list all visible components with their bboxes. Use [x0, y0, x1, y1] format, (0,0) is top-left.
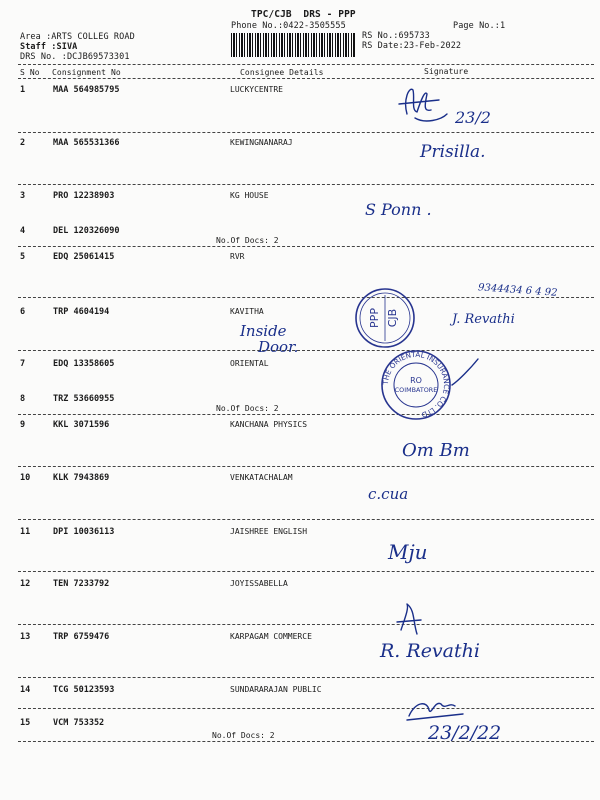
row-consignment: VCM 753352 [53, 718, 105, 728]
row-consignment: TRP 4604194 [53, 307, 110, 317]
signature-row-7 [448, 355, 484, 391]
page-number: Page No.:1 [453, 21, 506, 31]
handwritten-date-row-15: 23/2/22 [428, 722, 502, 744]
area-label: Area :ARTS COLLEG ROAD [20, 32, 135, 42]
row-consignee: KG HOUSE [230, 191, 269, 200]
row-consignment: EDQ 25061415 [53, 252, 115, 262]
table-row [0, 226, 600, 240]
stamp-ppp-text: PPP [368, 308, 381, 328]
handwritten-note-door: Door. [258, 338, 299, 356]
row-consignee: ORIENTAL [230, 359, 269, 368]
rs-number: RS No.:695733 [362, 31, 430, 41]
stamp-ro-text: RO [410, 376, 422, 385]
docs-count-note: No.Of Docs: 2 [212, 731, 275, 740]
handwritten-row-2: Prisilla. [420, 142, 486, 162]
row-divider [18, 677, 594, 678]
drs-number: DRS No. :DCJB69573301 [20, 52, 130, 62]
row-consignment: TCG 50123593 [53, 685, 115, 695]
phone-number: Phone No.:0422-3505555 [231, 21, 346, 31]
signature-row-12 [395, 600, 425, 640]
handwritten-row-9: Om Bm [402, 440, 470, 461]
column-consignee: Consignee Details [240, 68, 324, 77]
row-consignee: LUCKYCENTRE [230, 85, 283, 94]
rs-date: RS Date:23-Feb-2022 [362, 41, 462, 51]
row-sno: 14 [20, 685, 31, 695]
docs-count-note: No.Of Docs: 2 [216, 404, 279, 413]
row-consignment: TRZ 53660955 [53, 394, 115, 404]
row-consignee: KAVITHA [230, 307, 264, 316]
row-consignee: JOYISSABELLA [230, 579, 288, 588]
row-sno: 13 [20, 632, 31, 642]
handwritten-date-row-1: 23/2 [455, 108, 491, 127]
staff-label: Staff :SIVA [20, 42, 78, 52]
row-divider [18, 519, 594, 520]
row-sno: 9 [20, 420, 26, 430]
header-divider [18, 64, 594, 65]
column-consignment: Consignment No [52, 68, 121, 77]
table-row [0, 191, 600, 205]
document-title: TPC/CJB DRS - PPP [251, 9, 356, 20]
row-divider [18, 350, 594, 351]
row-sno: 5 [20, 252, 26, 262]
table-row [0, 632, 600, 646]
row-sno: 4 [20, 226, 26, 236]
row-sno: 12 [20, 579, 31, 589]
row-sno: 8 [20, 394, 26, 404]
handwritten-phone-row-6: 9344434 6 4 92 [477, 282, 558, 299]
row-consignment: TRP 6759476 [53, 632, 110, 642]
row-consignment: DEL 120326090 [53, 226, 120, 236]
row-consignee: JAISHREE ENGLISH [230, 527, 308, 536]
row-consignment: EDQ 13358605 [53, 359, 115, 369]
row-divider [18, 741, 594, 742]
table-row [0, 685, 600, 699]
row-sno: 10 [20, 473, 31, 483]
handwritten-note-inside: Inside [240, 322, 287, 340]
table-row [0, 527, 600, 541]
row-sno: 7 [20, 359, 26, 369]
row-consignee: SUNDARARAJAN PUBLIC [230, 685, 322, 694]
row-sno: 1 [20, 85, 26, 95]
table-row [0, 394, 600, 408]
docs-count-note: No.Of Docs: 2 [216, 236, 279, 245]
stamp-insurance-ring: THE ORIENTAL INSURANCE CO. LTD [380, 349, 452, 420]
table-row [0, 420, 600, 434]
table-row [0, 359, 600, 373]
table-row [0, 579, 600, 593]
row-consignment: TEN 7233792 [53, 579, 110, 589]
row-consignment: KKL 3071596 [53, 420, 110, 430]
row-divider [18, 708, 594, 709]
row-consignee: KANCHANA PHYSICS [230, 420, 308, 429]
row-consignment: MAA 565531366 [53, 138, 120, 148]
row-consignment: PRO 12238903 [53, 191, 115, 201]
row-consignment: DPI 10036113 [53, 527, 115, 537]
handwritten-row-13: R. Revathi [380, 640, 480, 662]
row-sno: 11 [20, 527, 31, 537]
row-divider [18, 571, 594, 572]
table-row [0, 718, 600, 732]
stamp-city-text: COIMBATORE [394, 386, 438, 394]
handwritten-row-11: Mju [388, 540, 428, 564]
row-sno: 2 [20, 138, 26, 148]
row-sno: 6 [20, 307, 26, 317]
row-consignee: RVR [230, 252, 245, 261]
row-divider [18, 624, 594, 625]
ppp-cjb-stamp [354, 287, 416, 349]
stamp-cjb-text: CJB [386, 308, 399, 328]
table-row [0, 138, 600, 152]
row-consignee: VENKATACHALAM [230, 473, 293, 482]
column-signature: Signature [424, 67, 469, 76]
signature-row-15 [405, 696, 465, 724]
handwritten-row-3: S Ponn . [365, 200, 432, 219]
column-divider [18, 78, 594, 79]
insurance-stamp [380, 349, 452, 421]
row-consignment: MAA 564985795 [53, 85, 120, 95]
row-divider [18, 246, 594, 247]
row-divider [18, 184, 594, 185]
row-divider [18, 132, 594, 133]
row-consignee: KARPAGAM COMMERCE [230, 632, 312, 641]
table-row [0, 473, 600, 487]
row-sno: 3 [20, 191, 26, 201]
column-sno: S No [20, 68, 40, 77]
row-divider [18, 297, 594, 298]
table-row [0, 252, 600, 266]
barcode [231, 33, 355, 57]
handwritten-name-row-6: J. Revathi [452, 312, 515, 327]
row-divider [18, 414, 594, 415]
row-consignment: KLK 7943869 [53, 473, 110, 483]
row-consignee: KEWINGNANARAJ [230, 138, 293, 147]
table-row [0, 85, 600, 99]
handwritten-row-10: c.cua [368, 485, 409, 503]
signature-row-1 [395, 80, 455, 130]
row-sno: 15 [20, 718, 31, 728]
row-divider [18, 466, 594, 467]
